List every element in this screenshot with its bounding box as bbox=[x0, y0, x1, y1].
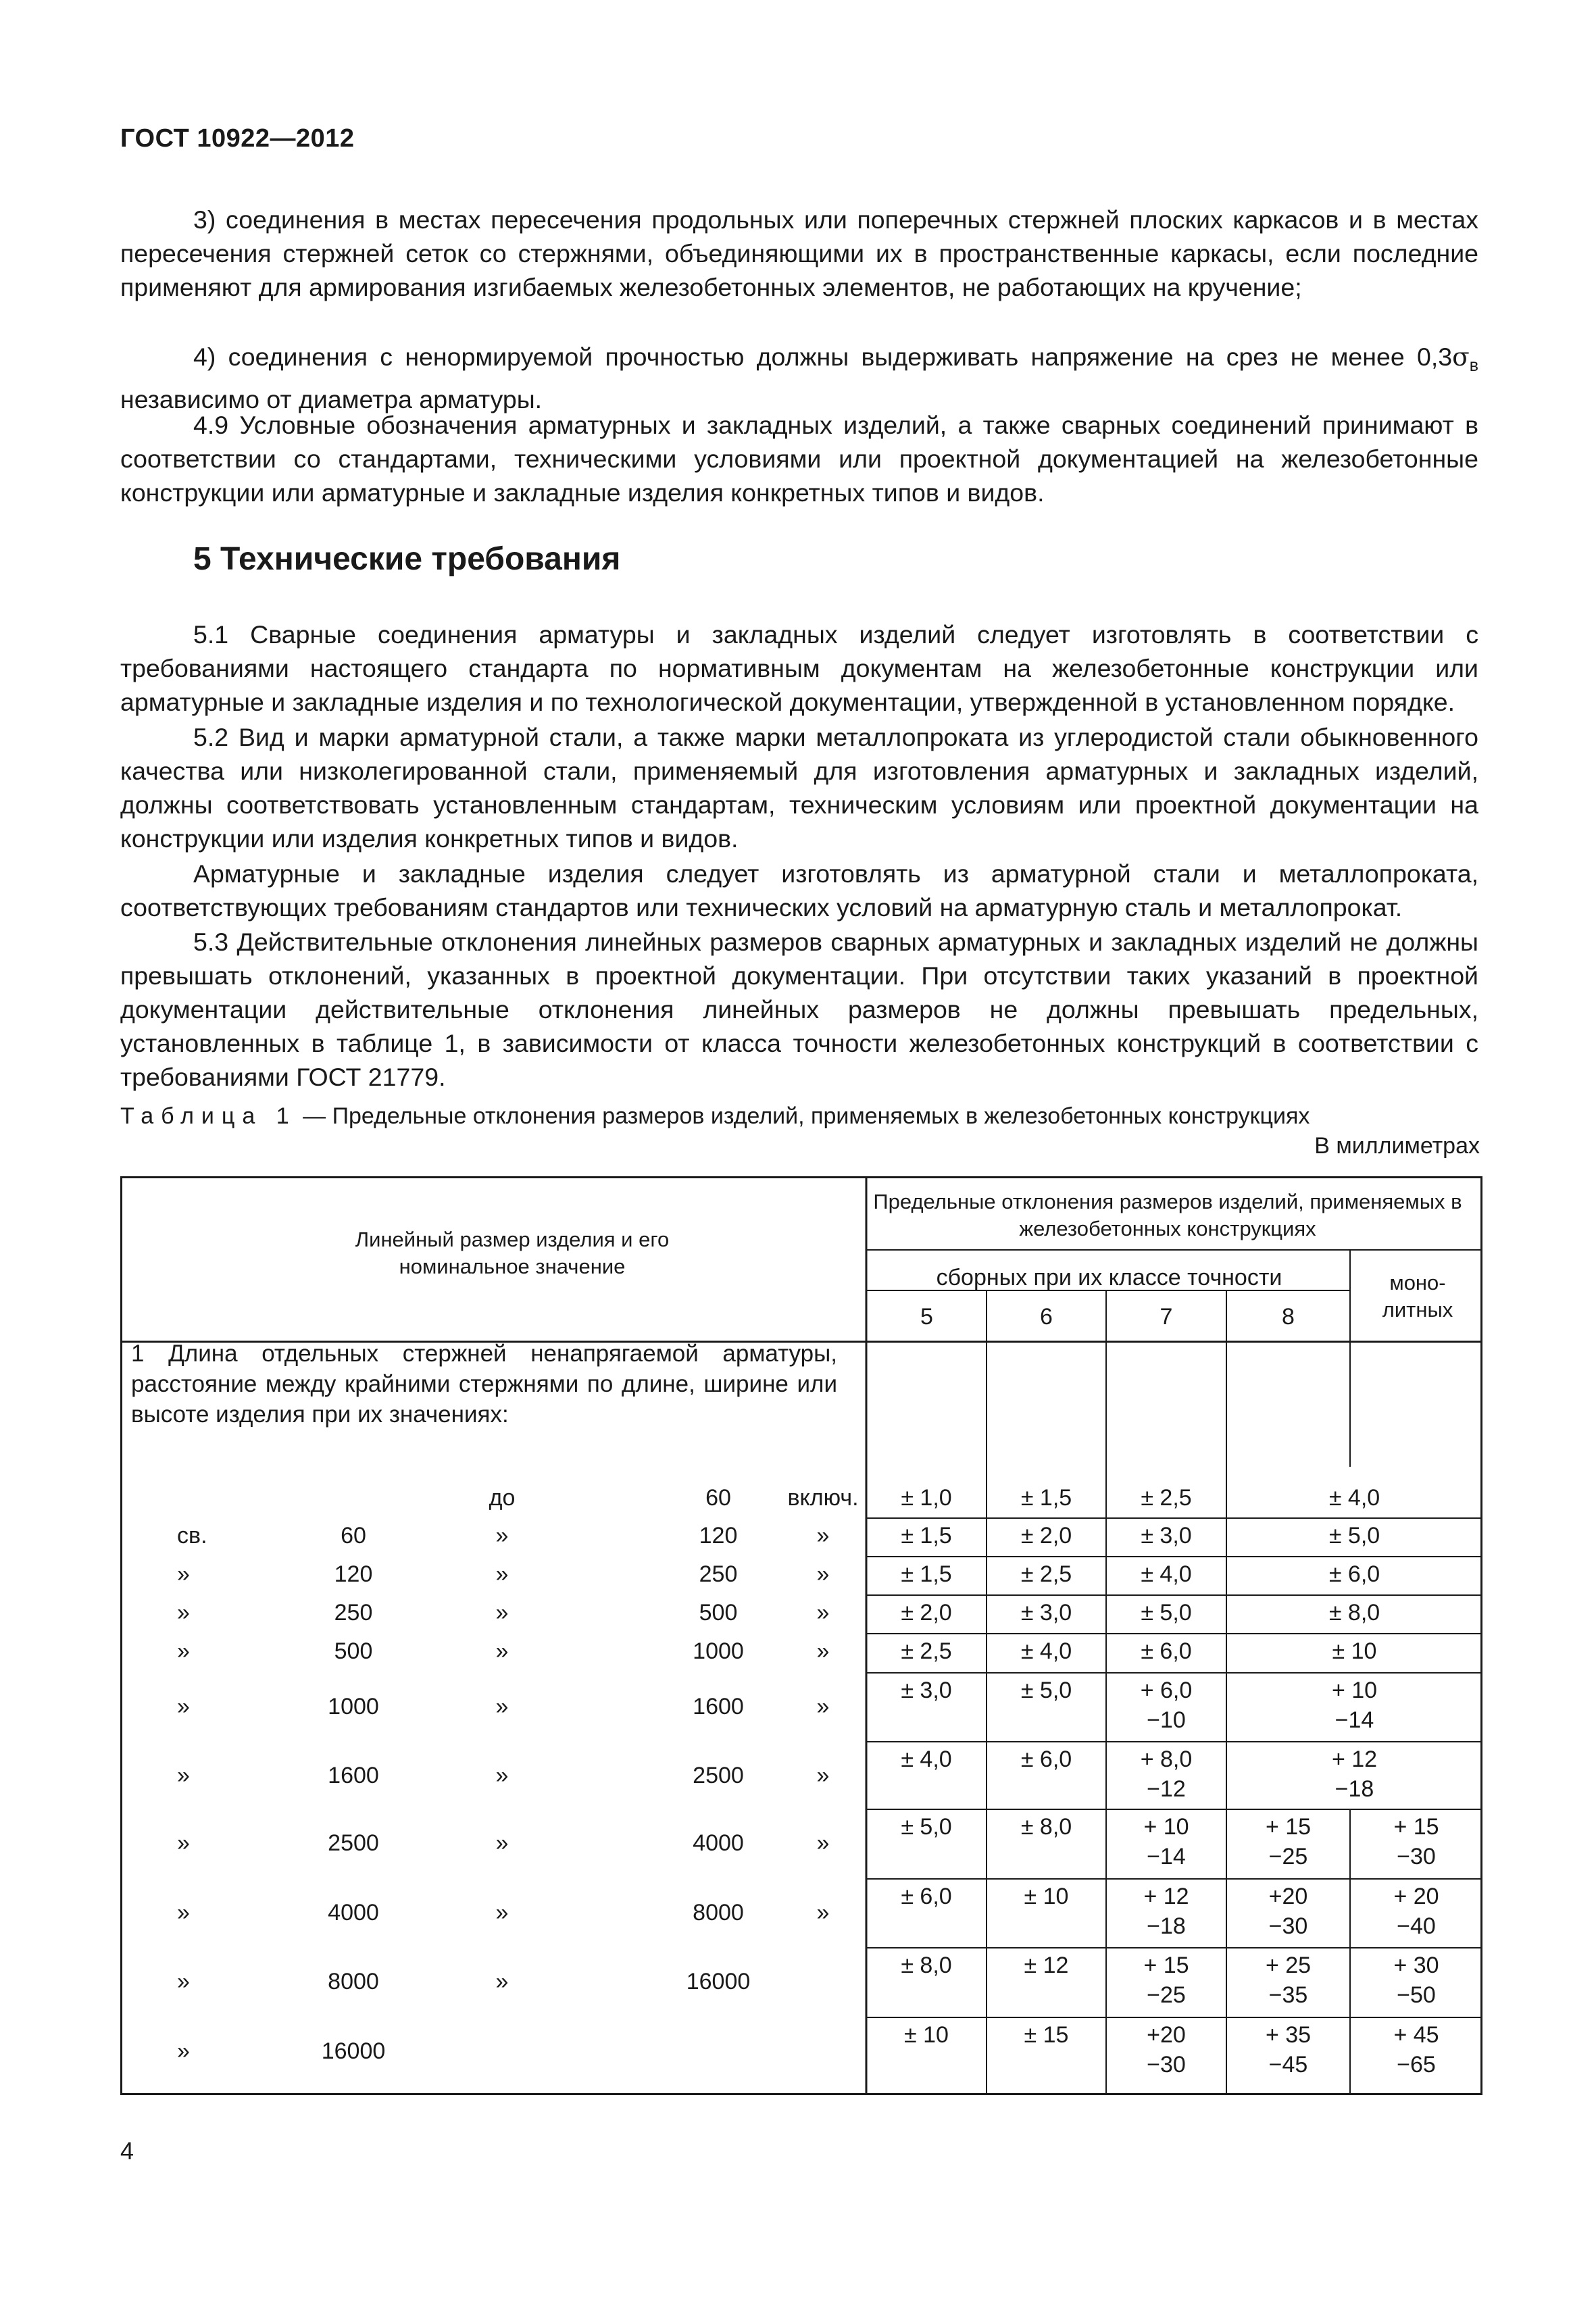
paragraph-5-2-cont: Арматурные и закладные изделия следует изготовлять из арматурной стали и металлопроката, соответствующих требованиям стандартов или технических условий на арматурную сталь и металлопрокат. bbox=[120, 859, 1478, 922]
deviation-c7: ± 6,0 bbox=[1141, 1638, 1192, 1664]
paragraph-5-3: 5.3 Действительные отклонения линейных размеров сварных арматурных и закладных изделий не должны превышать отклонений, указанных в проектной документации. При отсутствии таких указаний в проектной документации действительные отклонения линейных размеров не должны превышать предельных, установленных в таблице 1, в зависимости от класса точности железобетонных конструкций в соответствии с требованиями ГОСТ 21779. bbox=[120, 928, 1478, 1091]
size-inclusive: » bbox=[816, 1830, 830, 1856]
deviation-c7: ± 2,5 bbox=[1141, 1485, 1192, 1511]
size-from-value: 60 bbox=[341, 1523, 366, 1549]
paragraph-5-1: 5.1 Сварные соединения арматуры и закладных изделий следует изготовлять в соответствии с требованиями настоящего стандарта по нормативным документам на железобетонные конструкции или арматурные и закладные изделия и по технологической документации, утвержденной в установленном порядке. bbox=[120, 620, 1478, 716]
size-to-value: 1000 bbox=[693, 1638, 744, 1664]
header-precast: сборных при их классе точности bbox=[936, 1265, 1282, 1290]
paragraph-item-4 bbox=[120, 340, 1478, 416]
paragraph-5-2: 5.2 Вид и марки арматурной стали, а также марки металлопроката из углеродистой стали обыкновенного качества или низколегированной стали, применяемый для изготовления арматурных и закладных изделий, должны соответствовать установленным стандартам, техническим условиям или проектной документации на конструкции или изделия конкретных типов и видов. bbox=[120, 723, 1478, 853]
deviation-c7: + 8,0 −12 bbox=[1140, 1746, 1193, 1802]
deviation-c7: + 12 −18 bbox=[1143, 1884, 1189, 1939]
deviation-c7: + 6,0 −10 bbox=[1140, 1678, 1193, 1733]
deviation-c8: + 25 −35 bbox=[1265, 1953, 1312, 2008]
deviation-mono: + 45 −65 bbox=[1393, 2022, 1439, 2078]
paragraph-item-3: 3) соединения в местах пересечения продольных или поперечных стержней плоских каркасов и в местах пересечения стержней сеток со стержнями, объединяющими их в пространственные каркасы, если последние применяют для армирования изгибаемых железобетонных элементов, не работающих на кручение; bbox=[120, 205, 1478, 301]
size-inclusive: » bbox=[816, 1600, 830, 1626]
size-inclusive: » bbox=[816, 1900, 830, 1926]
deviation-c8: + 35 −45 bbox=[1265, 2022, 1312, 2078]
size-from-value: 500 bbox=[334, 1638, 373, 1664]
size-from-value: 1600 bbox=[328, 1763, 379, 1788]
size-to-value: 8000 bbox=[693, 1900, 744, 1926]
class-8-header: 8 bbox=[1282, 1304, 1295, 1330]
size-to-word: » bbox=[495, 1969, 509, 1994]
deviation-merged: + 12 −18 bbox=[1331, 1746, 1378, 1802]
size-to-word: » bbox=[495, 1523, 509, 1549]
deviation-c5: ± 1,5 bbox=[901, 1523, 952, 1549]
deviation-c6: ± 2,5 bbox=[1020, 1561, 1072, 1587]
size-to-word: » bbox=[495, 1830, 509, 1856]
document-code: ГОСТ 10922—2012 bbox=[120, 124, 355, 153]
size-inclusive: » bbox=[816, 1763, 830, 1788]
size-to-word: » bbox=[495, 1638, 509, 1664]
size-inclusive: включ. bbox=[787, 1485, 859, 1511]
size-to-word: » bbox=[495, 1600, 509, 1626]
deviation-c6: ± 12 bbox=[1024, 1953, 1069, 1978]
deviation-c6: ± 5,0 bbox=[1020, 1678, 1072, 1703]
deviation-c7: + 10 −14 bbox=[1143, 1814, 1189, 1869]
size-from-word: св. bbox=[177, 1523, 207, 1549]
size-from-value: 2500 bbox=[328, 1830, 379, 1856]
size-inclusive: » bbox=[816, 1638, 830, 1664]
table-caption-text: — Предельные отклонения размеров изделий, применяемых в железобетонных конструкциях bbox=[296, 1103, 1310, 1129]
size-from-value: 8000 bbox=[328, 1969, 379, 1994]
deviation-c6: ± 6,0 bbox=[1020, 1746, 1072, 1772]
size-to-value: 2500 bbox=[693, 1763, 744, 1788]
size-to-value: 250 bbox=[699, 1561, 738, 1587]
deviation-merged: ± 10 bbox=[1332, 1638, 1377, 1664]
deviation-c5: ± 5,0 bbox=[901, 1814, 952, 1840]
deviation-c6: ± 1,5 bbox=[1020, 1485, 1072, 1511]
size-to-value: 16000 bbox=[686, 1969, 751, 1994]
deviation-mono: + 20 −40 bbox=[1393, 1884, 1439, 1939]
deviation-c6: ± 2,0 bbox=[1020, 1523, 1072, 1549]
deviation-c5: ± 2,0 bbox=[901, 1600, 952, 1626]
class-7-header: 7 bbox=[1159, 1304, 1173, 1330]
size-from-word: » bbox=[177, 1561, 190, 1587]
parameter-description: 1 Длина отдельных стержней ненапрягаемой арматуры, расстояние между крайними стержнями по длине, ширине или высоте изделия при их значениях: bbox=[131, 1340, 837, 1428]
paragraph-item-4-tail: независимо от диаметра арматуры. bbox=[120, 385, 543, 413]
table-units: В миллиметрах bbox=[1314, 1133, 1480, 1159]
deviation-merged: ± 4,0 bbox=[1328, 1485, 1380, 1511]
size-to-value: 120 bbox=[699, 1523, 738, 1549]
deviation-merged: ± 6,0 bbox=[1328, 1561, 1380, 1587]
deviation-c5: ± 1,0 bbox=[901, 1485, 952, 1511]
size-from-word: » bbox=[177, 1830, 190, 1856]
deviation-c5: ± 6,0 bbox=[901, 1884, 952, 1909]
deviation-mono: + 30 −50 bbox=[1393, 1953, 1439, 2008]
size-from-word: » bbox=[177, 1900, 190, 1926]
size-inclusive: » bbox=[816, 1561, 830, 1587]
deviation-c5: ± 3,0 bbox=[901, 1678, 952, 1703]
page-number: 4 bbox=[120, 2137, 134, 2165]
size-to-value: 60 bbox=[705, 1485, 731, 1511]
deviation-mono: + 15 −30 bbox=[1393, 1814, 1439, 1869]
size-from-word: » bbox=[177, 1763, 190, 1788]
size-from-word: » bbox=[177, 1694, 190, 1719]
size-from-value: 250 bbox=[334, 1600, 373, 1626]
deviation-c5: ± 4,0 bbox=[901, 1746, 952, 1772]
deviation-c6: ± 4,0 bbox=[1020, 1638, 1072, 1664]
header-linear-size: Линейный размер изделия и его номинальное значение bbox=[355, 1228, 670, 1278]
size-from-word: » bbox=[177, 1600, 190, 1626]
size-from-word: » bbox=[177, 1969, 190, 1994]
deviation-merged: ± 5,0 bbox=[1328, 1523, 1380, 1549]
paragraph-4-9: 4.9 Условные обозначения арматурных и закладных изделий, а также сварных соединений принимают в соответствии со стандартами, техническими условиями или проектной документацией на железобетонные конструкции или арматурные и закладные изделия конкретных типов и видов. bbox=[120, 411, 1478, 507]
deviation-c6: ± 3,0 bbox=[1020, 1600, 1072, 1626]
deviation-c6: ± 10 bbox=[1024, 1884, 1069, 1909]
paragraph-item-4-text: 4) соединения с ненормируемой прочностью должны выдерживать напряжение на срез не менее 0,3 bbox=[193, 343, 1453, 371]
header-monolithic: моно-литных bbox=[1382, 1271, 1453, 1322]
size-to-value: 500 bbox=[699, 1600, 738, 1626]
size-to-word: » bbox=[495, 1763, 509, 1788]
size-to-word: » bbox=[495, 1900, 509, 1926]
size-inclusive: » bbox=[816, 1523, 830, 1549]
sigma-symbol: σ bbox=[1452, 342, 1470, 372]
size-from-value: 4000 bbox=[328, 1900, 379, 1926]
size-from-word: » bbox=[177, 1638, 190, 1664]
size-from-value: 1000 bbox=[328, 1694, 379, 1719]
deviation-c7: ± 5,0 bbox=[1141, 1600, 1192, 1626]
deviation-c6: ± 15 bbox=[1024, 2022, 1069, 2048]
deviation-c7: + 15 −25 bbox=[1143, 1953, 1189, 2008]
deviation-c6: ± 8,0 bbox=[1020, 1814, 1072, 1840]
tolerance-table bbox=[120, 1176, 1482, 2095]
deviation-c5: ± 2,5 bbox=[901, 1638, 952, 1664]
size-to-word: » bbox=[495, 1694, 509, 1719]
deviation-c8: + 15 −25 bbox=[1265, 1814, 1312, 1869]
deviation-c7: +20 −30 bbox=[1147, 2022, 1186, 2078]
sigma-subscript: в bbox=[1469, 356, 1478, 375]
table-caption-label: Таблица 1 bbox=[120, 1103, 297, 1129]
deviation-c7: ± 4,0 bbox=[1141, 1561, 1192, 1587]
size-to-word: до bbox=[489, 1485, 516, 1511]
deviation-merged: ± 8,0 bbox=[1328, 1600, 1380, 1626]
size-to-value: 1600 bbox=[693, 1694, 744, 1719]
table-caption bbox=[120, 1101, 1478, 1131]
deviation-c7: ± 3,0 bbox=[1141, 1523, 1192, 1549]
size-from-value: 16000 bbox=[321, 2038, 386, 2064]
size-to-word: » bbox=[495, 1561, 509, 1587]
deviation-c5: ± 1,5 bbox=[901, 1561, 952, 1587]
size-inclusive: » bbox=[816, 1694, 830, 1719]
size-from-value: 120 bbox=[334, 1561, 373, 1587]
section-title: 5 Технические требования bbox=[193, 541, 621, 577]
deviation-c5: ± 8,0 bbox=[901, 1953, 952, 1978]
class-6-header: 6 bbox=[1040, 1304, 1053, 1330]
class-5-header: 5 bbox=[920, 1304, 933, 1330]
header-deviations: Предельные отклонения размеров изделий, применяемых в железобетонных конструкциях bbox=[873, 1190, 1462, 1240]
size-from-word: » bbox=[177, 2038, 190, 2064]
size-to-value: 4000 bbox=[693, 1830, 744, 1856]
deviation-c8: +20 −30 bbox=[1268, 1884, 1308, 1939]
deviation-merged: + 10 −14 bbox=[1331, 1678, 1378, 1733]
deviation-c5: ± 10 bbox=[904, 2022, 949, 2048]
